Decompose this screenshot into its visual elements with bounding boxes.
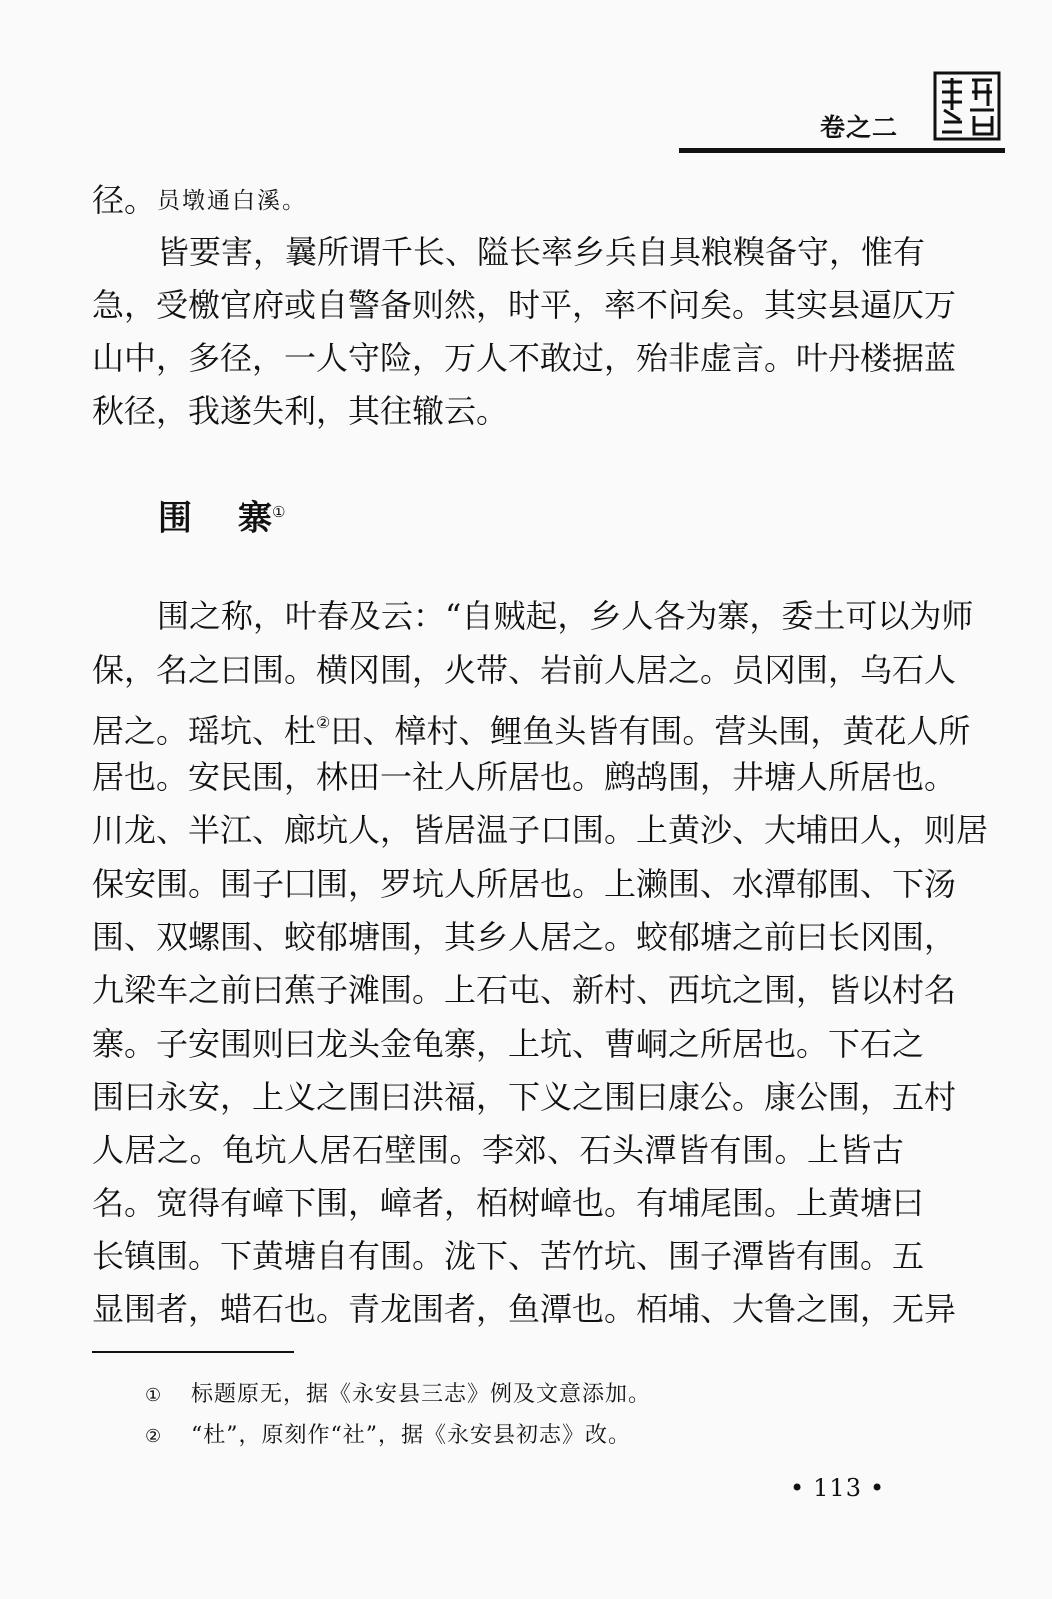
paragraph2-line3-part-b: 田、樟村、鲤鱼头皆有围。营头围，黄花人所 — [330, 712, 971, 750]
footnote — [145, 1421, 631, 1452]
paragraph2-line — [92, 703, 971, 750]
page-number: • 113 • — [790, 1474, 886, 1502]
footnote-text: 标题原无，据《永安县三志》例及文意添加。 — [191, 1382, 652, 1407]
section-title-char-2: 寨 — [238, 498, 272, 539]
paragraph2-line: 围之称，叶春及云：“自贼起，乡人各为寨，委土可以为师 — [157, 597, 974, 635]
paragraph1-line: 皆要害，曩所谓千长、隘长率乡兵自具粮糗备守，惟有 — [157, 233, 926, 271]
footnote-rule — [92, 1351, 294, 1353]
footnote-mark: ② — [316, 713, 331, 732]
paragraph2-line: 显围者，蜡石也。青龙围者，鱼潭也。栢埔、大鲁之围，无异 — [92, 1290, 957, 1328]
seal-stamp — [932, 70, 1002, 142]
paragraph1-line: 山中，多径，一人守险，万人不敢过，殆非虚言。叶丹楼据蓝 — [92, 339, 957, 377]
paragraph2-line: 九梁车之前曰蕉子滩围。上石屯、新村、西坑之围，皆以村名 — [92, 971, 957, 1009]
page-number-value: 113 — [813, 1474, 862, 1502]
section-title — [158, 490, 285, 540]
paragraph2-line: 保安围。围子囗围，罗坑人所居也。上濑围、水潭郁围、下汤 — [92, 865, 957, 903]
paragraph2-line: 长镇围。下黄塘自有围。泷下、苦竹坑、围子潭皆有围。五 — [92, 1237, 925, 1275]
footnote-number: ① — [145, 1385, 163, 1406]
paragraph1-line: 秋径，我遂失利，其往辙云。 — [92, 392, 509, 430]
paragraph2-line: 寨。子安围则曰龙头金龟寨，上坑、曹峒之所居也。下石之 — [92, 1025, 925, 1063]
inline-note: 员墩通白溪。 — [157, 188, 307, 214]
paragraph2-line: 人居之。龟坑人居石壁围。李郊、石头潭皆有围。上皆古 — [92, 1131, 904, 1169]
running-header-title: 卷之二 — [820, 113, 899, 142]
paragraph2-line: 围、双螺围、蛟郁塘围，其乡人居之。蛟郁塘之前曰长冈围， — [92, 918, 957, 956]
paragraph2-line3-part-a: 居之。瑶坑、杜 — [92, 712, 317, 750]
footnote — [145, 1380, 651, 1411]
paragraph2-line: 围曰永安，上义之围曰洪福，下义之围曰康公。康公围，五村 — [92, 1078, 957, 1116]
paragraph2-line: 居也。安民围，林田一社人所居也。鹧鸪围，井塘人所居也。 — [92, 758, 957, 796]
paragraph1-line: 急，受檄官府或自警备则然，时平，率不问矣。其实县逼仄万 — [92, 286, 957, 324]
footnote-number: ② — [145, 1426, 163, 1447]
continued-line: 径。 — [92, 181, 157, 219]
footnote-text: “杜”，原刻作“社”，据《永安县初志》改。 — [191, 1423, 631, 1448]
footnote-mark: ① — [272, 503, 286, 521]
paragraph2-line: 保，名之曰围。横冈围，火带、岩前人居之。员冈围，乌石人 — [92, 651, 957, 689]
section-title-char-1: 围 — [158, 498, 192, 539]
header-rule — [679, 148, 1005, 153]
paragraph2-line: 名。宽得有嶂下围，嶂者，栢树嶂也。有埔尾围。上黄塘曰 — [92, 1184, 925, 1222]
paragraph2-line: 川龙、半江、廊坑人，皆居温子口围。上黄沙、大埔田人，则居 — [92, 811, 989, 849]
